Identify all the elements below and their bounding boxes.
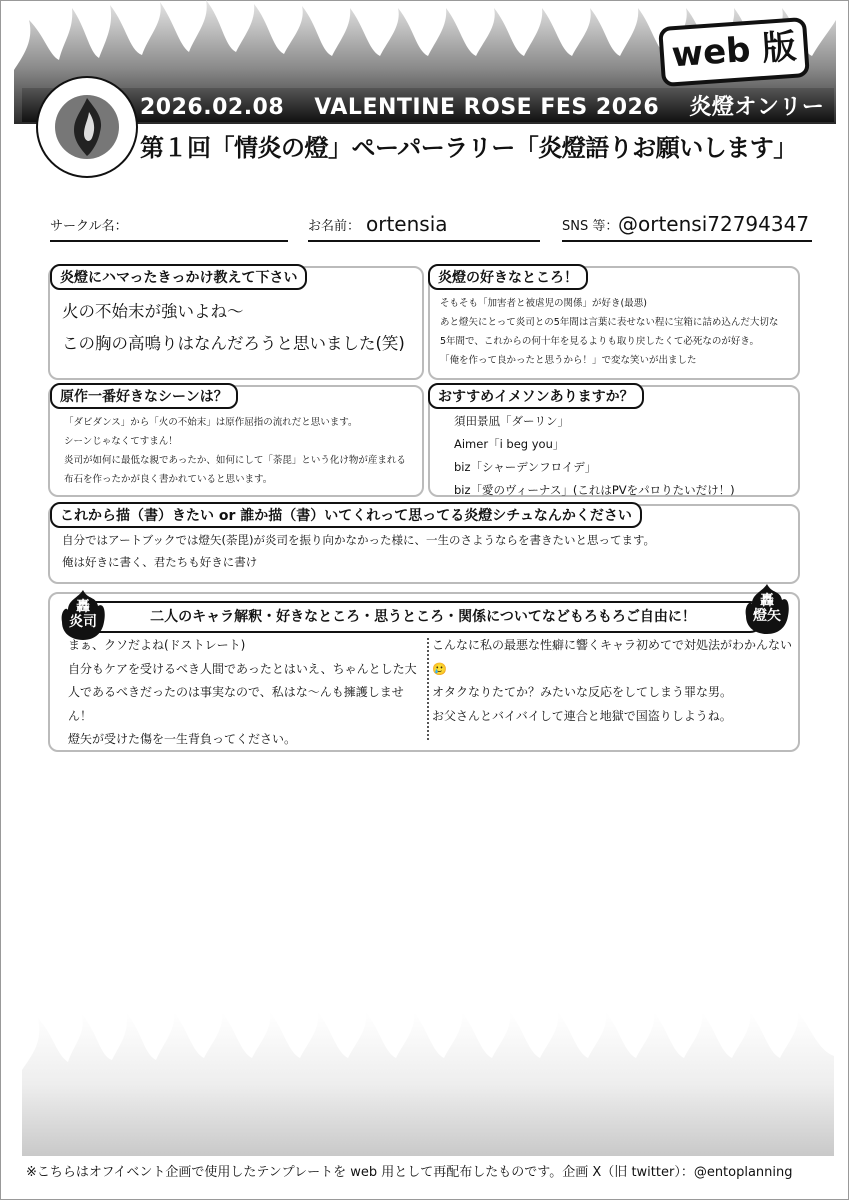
q4-answer-line: 須田景凪「ダーリン」 [454, 414, 569, 428]
event-date: 2026.02.08 [140, 95, 285, 120]
q1-label: 炎燈にハマったきっかけ教えて下さい [50, 264, 307, 290]
toya-badge [742, 582, 792, 636]
q3-answer-line: 炎司が如何に最低な親であったか、如何にして「荼毘」という化け物が産まれる [64, 455, 406, 466]
free-left-line: まぁ、クソだよね(ドストレート) [68, 638, 246, 652]
q5-answer-line: 自分ではアートブックでは燈矢(荼毘)が炎司を振り向かなかった様に、一生のさようならを書きたいと思ってます。 [62, 533, 656, 547]
q4-answer-line: biz「愛のヴィーナス」(これはPVをパロりたいだけ！) [454, 483, 735, 497]
free-left-line: 燈矢が受けた傷を一生背負ってください。 [68, 732, 297, 746]
circle-name-field [50, 210, 288, 242]
q2-answer-line: あと燈矢にとって炎司との5年間は言葉に表せない程に宝箱に詰め込んだ大切な [440, 317, 779, 328]
event-genre: 炎燈オンリー [689, 95, 825, 120]
enji-badge-top: 轟 [76, 599, 90, 615]
q5-answer [62, 530, 655, 573]
q2-answer [440, 294, 778, 370]
sns-field [562, 210, 812, 242]
free-left-line: 人であるべきだったのは事実なので、私はな～んも擁護しませ [68, 685, 404, 699]
q4-answer [454, 410, 735, 502]
q4-answer-line: biz「シャーデンフロイデ」 [454, 460, 597, 474]
q2-label: 炎燈の好きなところ！ [428, 264, 588, 290]
web-edition-badge: web 版 [658, 17, 810, 87]
enji-badge-label [58, 600, 108, 630]
event-name: VALENTINE ROSE FES 2026 [314, 95, 660, 120]
q3-answer-line: 布石を作ったかが良く書かれていると思います。 [64, 474, 273, 485]
footer-note: ※こちらはオフイベント企画で使用したテンプレートを web 用として再配布したものです。企画 X（旧 twitter）：@entoplanning [26, 1165, 793, 1180]
flame-emblem-logo [34, 74, 140, 180]
name-value: ortensia [366, 212, 448, 236]
free-right-line emoji-icon: 🥲 [432, 661, 447, 676]
q3-answer-line: シーンじゃなくてすまん！ [64, 436, 178, 447]
toya-badge-label [742, 594, 792, 624]
q3-answer-line: 「ダビダンス」から「火の不始末」は原作屈指の流れだと思います。 [64, 417, 358, 428]
toya-badge-bottom: 燈矢 [753, 608, 781, 624]
free-left-line: 自分もケアを受けるべき人間であったとはいえ、ちゃんとした大 [68, 661, 417, 676]
toya-badge-top: 轟 [760, 593, 774, 609]
q2-answer-line: 「俺を作って良かったと思うから！」で変な笑いが出ました [440, 355, 697, 366]
q1-answer-line: この胸の高鳴りはなんだろうと思いました(笑) [62, 334, 405, 353]
q2-answer-line: そもそも「加害者と被虐児の関係」が好き(最悪) [440, 298, 647, 309]
sns-label: SNS 等： [562, 219, 619, 234]
q2-answer-line: 5年間で、これからの何十年を見るよりも取り戻したくて必死なのが好き。 [440, 336, 759, 347]
free-right-answer [432, 634, 792, 728]
name-label: お名前： [308, 219, 361, 234]
q1-answer [62, 296, 405, 360]
q5-answer-line: 俺は好きに書く、君たちも好きに書け [62, 554, 258, 569]
bottom-flames-decoration [22, 1010, 834, 1156]
free-banner: 二人のキャラ解釈・好きなところ・思うところ・関係についてなどもろもろご自由に！ [82, 601, 764, 633]
enji-badge-bottom: 炎司 [69, 614, 97, 630]
free-left-line: ん！ [68, 708, 93, 723]
page-title: 第１回「情炎の燈」ペーパーラリー「炎燈語りお願いします」 [140, 134, 797, 162]
q1-answer-line: 火の不始末が強いよね～ [62, 302, 244, 321]
q4-label: おすすめイメソンありますか？ [428, 383, 644, 409]
free-right-line: こんなに私の最悪な性癖に響くキャラ初めてで対処法がわかんない [432, 638, 793, 652]
q3-answer [64, 413, 406, 489]
free-right-line: お父さんとバイバイして連合と地獄で国盗りしようね。 [432, 708, 732, 723]
column-divider [427, 638, 429, 740]
event-header [140, 90, 830, 121]
free-right-line: オタクなりたてか？みたいな反応をしてしまう罪な男。 [432, 685, 733, 699]
q5-label: これから描（書）きたい or 誰か描（書）いてくれって思ってる炎燈シチュなんかください [50, 502, 642, 528]
q3-label: 原作一番好きなシーンは？ [50, 383, 238, 409]
circle-name-label: サークル名： [50, 219, 128, 234]
q4-answer-line: Aimer「i beg you」 [454, 437, 565, 451]
free-left-answer [68, 634, 417, 752]
sns-value: @ortensi72794347 [618, 212, 810, 236]
name-field [308, 210, 540, 242]
